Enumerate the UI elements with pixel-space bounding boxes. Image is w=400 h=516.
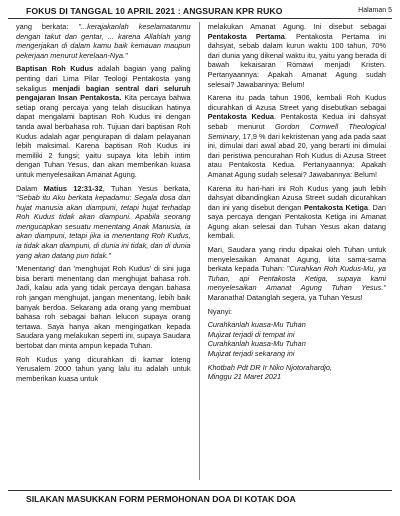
footer-notice: SILAKAN MASUKKAN FORM PERMOHONAN DOA DI KOTAK DOA <box>26 493 296 504</box>
song-line: Curahkanlah kuasa-Mu Tuhan <box>207 320 306 330</box>
header-title: FOKUS DI TANGGAL 10 APRIL 2021 : ANGSURAN KPR RUKO <box>26 5 283 16</box>
left-column <box>16 22 200 480</box>
paragraph: yang berkata: "...kerajakanlah keselamatanmu dengan takut dan gentar, ... karena Allahlah yang mengerjakan di dalam kamu baik kemauan maupun pekerjaan menurut kerelaan-Nya." <box>16 22 191 60</box>
song-line: Mujizat terjadi sekarang ini <box>207 349 295 358</box>
paragraph: Karena itu hari-hari ini Roh Kudus yang jauh lebih dahsyat dibandingkan Azusa Street sudah dicurahkan dan ini yang disebut dengan Pentakosta Ketiga. Dan saya percaya dengan Pentakosta Ketiga ini Amanat Agung akan selesai dan Tuhan Yesus akan datang kembali. <box>207 183 386 241</box>
paragraph: 'Menentang' dan 'menghujat Roh Kudus' di sini juga bisa berarti menentang dan menghujat bahasa roh. Jadi, kalau ada yang tidak percaya dengan bahasa roh jangan menghujat, jangan menentang, lebih baik banyak berdoa. Sekarang ada orang yang membuat bahasa roh sebagai bahan lelucon supaya orang tertawa. Saya hanya akan mengingatkan kepada Saudara yang melakukan seperti ini, supaya Saudara bertobat dan minta ampun kepada Tuhan. <box>16 264 191 350</box>
page-footer <box>8 490 392 506</box>
paragraph: melakukan Amanat Agung. Ini disebut sebagai Pentakosta Pertama. Pentakosta Pertama ini dahsyat, sebab dalam kurun waktu 100 tahun, 70% dari dunia yang dikenal waktu itu, yaitu yang berada di bawah kekaisaran Romawi menjadi Kristen. Pertanyaannya: Apakah Amanat Agung sudah selesai? Jawabannya: Belum! <box>207 22 386 89</box>
signature <box>208 363 386 382</box>
song-label: Nyanyi: <box>207 306 233 316</box>
paragraph: Dalam Matius 12:31-32, Tuhan Yesus berkata, "Sebab itu Aku berkata kepadamu: Segala dosa dan hujat manusia akan diampuni, tetapi hujat terhadap Roh Kudus tidak akan diampuni. Apabila seorang mengucapkan sesuatu menentang Anak Manusia, ia akan diampuni, tetapi jika ia menentang Roh Kudus, ia tidak akan diampuni, di dunia ini tidak, dan di dunia yang akan datang pun tidak." <box>16 183 191 260</box>
song-line: Mujizat terjadi di tempat ini <box>207 329 295 339</box>
paragraph: Karena itu pada tahun 1906, kembali Roh Kudus dicurahkan di Azusa Street yang disebutkan sebagai Pentakosta Kedua. Pentakosta Kedua ini dahsyat sebab menurut Gordon Cornwell Theological Seminary, 17,9 % dari kekristenan yang ada pada saat ini, dimulai dari awal abad 20, yang berarti ini dimulai dari peristiwa pencurahan Roh Kudus di Azusa Street atau Pentakosta Kedua. Pertanyaannya: Apakah Amanat Agung sudah selesai? Jawabannya: Belum! <box>207 93 386 179</box>
signature-date: Minggu 21 Maret 2021 <box>207 372 282 382</box>
song-lyrics <box>208 320 386 358</box>
article-body <box>16 22 386 480</box>
right-column <box>200 22 386 480</box>
paragraph: Mari, Saudara yang rindu dipakai oleh Tuhan untuk menyelesaikan Amanat Agung, kita sama-sama berkata kepada Tuhan: "Curahkan Roh Kudus-Mu, ya Tuhan, api Pentakosta Ketiga, supaya kami menyelesaikan Amanat Agung Tuhan Yesus." Maranatha! Datanglah segera, ya Tuhan Yesus! <box>207 245 386 303</box>
page-header <box>8 3 392 19</box>
paragraph: Roh Kudus yang dicurahkan di kamar loteng Yerusalem 2000 tahun yang lalu itu adalah untuk memberikan kuasa untuk <box>16 354 191 383</box>
paragraph: Baptisan Roh Kudus adalah bagian yang paling penting dari Lima Pilar Teologi Pentakosta yang sekaligus menjadi bagian sentral dari seluruh pengajaran Insan Pentakosta. Kita percaya bahwa setiap orang percaya yang telah disucikan hatinya dapat mengalami baptisan Roh Kudus ini dengan tanda awal berbahasa roh. Tujuan dari baptisan Roh Kudus adalah agar pengurapan di dalam pelayanan lebih maksimal. Karena baptisan Roh Kudus ini memiliki 2 fungsi; yaitu supaya kita lebih intim dengan Tuhan Yesus, dan akan memberikan kuasa untuk menyelesaikan Amanat Agung. <box>16 64 191 179</box>
page-number: Halaman 5 <box>358 7 392 14</box>
song-line: Curahkanlah kuasa-Mu Tuhan <box>207 339 306 349</box>
signature-line: Khotbah Pdt DR Ir Niko Njotorahardjo, <box>207 362 333 372</box>
